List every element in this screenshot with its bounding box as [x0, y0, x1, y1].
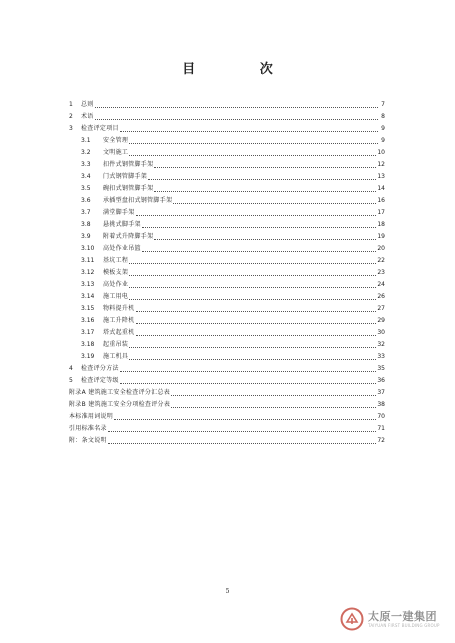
toc-leader-dots	[129, 295, 376, 300]
toc-entry-number: 3.5	[81, 185, 91, 192]
toc-leader-dots	[173, 199, 376, 204]
toc-entry-number: 3.1	[81, 137, 91, 144]
toc-leader-dots	[142, 247, 377, 252]
toc-leader-dots	[154, 163, 376, 168]
toc-entry-page: 17	[377, 209, 385, 216]
toc-entry-page: 10	[377, 149, 385, 156]
toc-entry-title: 检查评分方法	[81, 365, 119, 372]
toc-entry-number: 3.11	[81, 257, 95, 264]
toc-entry	[69, 291, 385, 303]
toc-entry	[69, 339, 385, 351]
toc-entry	[69, 411, 385, 423]
toc-entry	[69, 267, 385, 279]
toc-entry-page: 19	[377, 233, 385, 240]
toc-entry-title: 物料提升机	[103, 305, 135, 312]
toc-leader-dots	[154, 187, 376, 192]
toc-entry-number: 3.16	[81, 317, 95, 324]
toc-entry-number: 3.4	[81, 173, 91, 180]
toc-entry	[69, 387, 385, 399]
toc-leader-dots	[95, 103, 378, 108]
toc-entry-page: 30	[377, 329, 385, 336]
toc-entry-page: 22	[377, 257, 385, 264]
toc-entry-page: 71	[377, 425, 385, 432]
toc-entry	[69, 363, 385, 375]
toc-leader-dots	[136, 307, 377, 312]
toc-entry-title: 承插型盘扣式钢管脚手架	[103, 197, 173, 204]
toc-leader-dots	[136, 211, 377, 216]
toc-leader-dots	[95, 115, 378, 120]
toc-entry-page: 37	[377, 389, 385, 396]
toc-leader-dots	[129, 355, 376, 360]
toc-entry-number: 3.3	[81, 161, 91, 168]
toc-entry-page: 9	[381, 125, 385, 132]
toc-entry-title: 塔式起重机	[103, 329, 135, 336]
toc-entry-page: 24	[377, 281, 385, 288]
toc-leader-dots	[129, 343, 376, 348]
toc-entry-page: 70	[377, 413, 385, 420]
toc-leader-dots	[129, 259, 376, 264]
toc-entry-page: 32	[377, 341, 385, 348]
toc-entry	[69, 423, 385, 435]
toc-entry	[69, 231, 385, 243]
toc-leader-dots	[142, 223, 377, 228]
toc-leader-dots	[108, 439, 377, 444]
toc-entry-number: 3.7	[81, 209, 91, 216]
toc-entry-title: 起重吊装	[103, 341, 129, 348]
toc-entry-number: 3.18	[81, 341, 95, 348]
toc-entry-number: 3.6	[81, 197, 91, 204]
toc-entry-number: 3.13	[81, 281, 95, 288]
toc-entry-page: 20	[377, 245, 385, 252]
toc-entry	[69, 183, 385, 195]
toc-entry-title: 检查评定项目	[81, 125, 119, 132]
toc-entry	[69, 219, 385, 231]
toc-leader-dots	[171, 391, 376, 396]
toc-entry	[69, 171, 385, 183]
toc-entry-title: 附录A 建筑施工安全检查评分汇总表	[69, 389, 171, 396]
toc-entry	[69, 123, 385, 135]
toc-entry-title: 文明施工	[103, 149, 129, 156]
toc-leader-dots	[120, 127, 378, 132]
toc-leader-dots	[129, 283, 376, 288]
toc-entry-page: 26	[377, 293, 385, 300]
toc-leader-dots	[154, 235, 376, 240]
toc-entry-page: 14	[377, 185, 385, 192]
toc-entry-page: 16	[377, 197, 385, 204]
toc-entry-title: 检查评定等级	[81, 377, 119, 384]
toc-entry-title: 安全管理	[103, 137, 129, 144]
toc-leader-dots	[114, 415, 376, 420]
toc-entry-title: 施工升降机	[103, 317, 135, 324]
table-of-contents	[69, 99, 385, 447]
toc-leader-dots	[136, 319, 377, 324]
toc-entry-page: 9	[381, 137, 385, 144]
company-watermark	[340, 604, 452, 634]
toc-leader-dots	[108, 427, 377, 432]
toc-entry-number: 3.14	[81, 293, 95, 300]
toc-entry-number: 4	[69, 365, 73, 372]
toc-entry	[69, 303, 385, 315]
toc-entry-title: 附录B 建筑施工安全分项检查评分表	[69, 401, 171, 408]
toc-entry	[69, 255, 385, 267]
toc-entry	[69, 99, 385, 111]
toc-entry-title: 满堂脚手架	[103, 209, 135, 216]
toc-entry-page: 12	[377, 161, 385, 168]
toc-entry-page: 35	[377, 365, 385, 372]
toc-leader-dots	[148, 175, 376, 180]
toc-entry-number: 5	[69, 377, 73, 384]
toc-leader-dots	[129, 139, 378, 144]
toc-entry-title: 引用标准名录	[69, 425, 107, 432]
toc-entry-page: 8	[381, 113, 385, 120]
toc-entry	[69, 327, 385, 339]
toc-leader-dots	[120, 367, 377, 372]
toc-leader-dots	[129, 271, 376, 276]
toc-entry-title: 施工机具	[103, 353, 129, 360]
toc-entry-title: 悬挑式脚手架	[103, 221, 141, 228]
toc-entry-title: 门式钢管脚手架	[103, 173, 148, 180]
toc-entry-page: 13	[377, 173, 385, 180]
toc-entry-number: 3.12	[81, 269, 95, 276]
company-logo-icon	[340, 607, 364, 631]
toc-entry-number: 3.17	[81, 329, 95, 336]
toc-entry-title: 术语	[81, 113, 94, 120]
toc-entry-number: 3.15	[81, 305, 95, 312]
toc-entry-number: 3.10	[81, 245, 95, 252]
toc-entry	[69, 351, 385, 363]
toc-entry-title: 扣件式钢管脚手架	[103, 161, 154, 168]
toc-entry-title: 高处作业吊篮	[103, 245, 141, 252]
toc-entry	[69, 207, 385, 219]
toc-leader-dots	[129, 151, 376, 156]
toc-entry-page: 33	[377, 353, 385, 360]
toc-entry-number: 1	[69, 101, 73, 108]
toc-entry	[69, 135, 385, 147]
toc-entry	[69, 399, 385, 411]
toc-entry-title: 模板支架	[103, 269, 129, 276]
toc-leader-dots	[120, 379, 377, 384]
toc-entry-page: 29	[377, 317, 385, 324]
toc-entry-page: 27	[377, 305, 385, 312]
toc-entry-number: 3.8	[81, 221, 91, 228]
toc-entry-number: 3.9	[81, 233, 91, 240]
toc-title: 目 次	[182, 62, 303, 77]
toc-entry	[69, 315, 385, 327]
toc-entry-number: 3.2	[81, 149, 91, 156]
toc-entry	[69, 279, 385, 291]
toc-entry	[69, 243, 385, 255]
toc-entry	[69, 375, 385, 387]
company-name-cn: 太原一建集团	[368, 609, 437, 623]
toc-entry	[69, 195, 385, 207]
toc-leader-dots	[136, 331, 377, 336]
toc-entry-page: 7	[381, 101, 385, 108]
toc-entry-page: 18	[377, 221, 385, 228]
toc-entry-title: 附着式升降脚手架	[103, 233, 154, 240]
toc-entry-title: 碗扣式钢管脚手架	[103, 185, 154, 192]
toc-entry-number: 3	[69, 125, 73, 132]
toc-entry-page: 72	[377, 437, 385, 444]
toc-entry-title: 总则	[81, 101, 94, 108]
toc-entry-page: 23	[377, 269, 385, 276]
toc-entry	[69, 111, 385, 123]
toc-entry	[69, 435, 385, 447]
toc-entry	[69, 147, 385, 159]
toc-entry-page: 36	[377, 377, 385, 384]
toc-entry-title: 高处作业	[103, 281, 129, 288]
toc-entry-title: 基坑工程	[103, 257, 129, 264]
toc-entry-page: 38	[377, 401, 385, 408]
toc-entry-number: 2	[69, 113, 73, 120]
toc-entry-title: 本标准用词说明	[69, 413, 114, 420]
toc-entry-number: 3.19	[81, 353, 95, 360]
toc-entry-title: 附：条文说明	[69, 437, 107, 444]
page-number: 5	[225, 588, 230, 595]
company-name-en: TAIYUAN FIRST BUILDING GROUP	[368, 622, 440, 628]
toc-entry-title: 施工用电	[103, 293, 129, 300]
toc-entry	[69, 159, 385, 171]
toc-leader-dots	[171, 403, 376, 408]
